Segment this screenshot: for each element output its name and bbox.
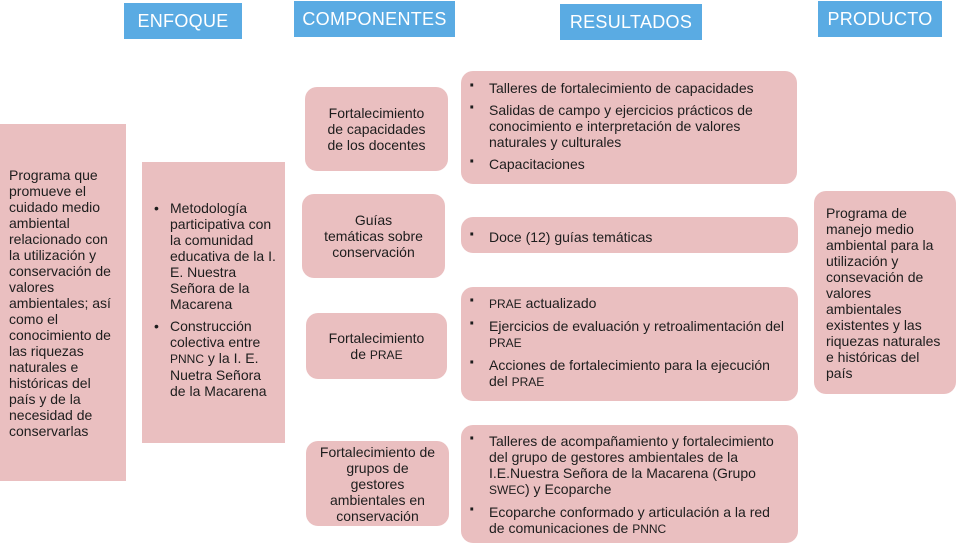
resultados-group-4 [461,425,798,543]
resultados-group-1 [461,71,797,184]
enfoque-items-box [142,162,285,443]
header-producto: PRODUCTO [818,1,942,37]
resultado-item: · PRAE actualizado [461,295,784,312]
resultado-item: · Capacitaciones [461,156,783,172]
enfoque-item: • Construcción colectiva entre PNNC y la I. E. Nuetra Señora de la Macarena [152,318,277,399]
resultado-item: · Ecoparche conformado y articulación a la red de comunicaciones de PNNC [461,504,784,537]
componente-docentes: Fortalecimiento de capacidades de los docentes [305,87,448,171]
componente-guias: Guías temáticas sobre conservación [302,194,445,278]
header-componentes: COMPONENTES [294,1,455,37]
header-resultados: RESULTADOS [560,4,702,40]
producto-box [814,191,956,394]
enfoque-description-box [0,124,126,481]
resultado-item: · Ejercicios de evaluación y retroalimentación del PRAE [461,318,784,351]
resultados-group-2 [461,217,798,253]
producto-text: Programa de manejo medio ambiental para la utilización y consevación de valores ambientales existentes y las riquezas naturales e históricas del país [826,204,941,381]
resultados-group-3 [461,287,798,401]
enfoque-description: Programa que promueve el cuidado medio ambiental relacionado con la utilización y conservación de valores ambientales; así como el conocimiento de las riquezas naturales e históricas del país y de la necesidad de conservarlas [9,166,111,439]
resultado-item: · Salidas de campo y ejercicios prácticos de conocimiento e interpretación de valores naturales y culturales [461,102,783,150]
resultados-list-1 [461,80,783,172]
componente-gestores: Fortalecimiento de grupos de gestores ambientales en conservación [306,441,449,526]
resultado-item: · Acciones de fortalecimiento para la ejecución del PRAE [461,357,784,390]
resultados-list-2 [461,229,652,245]
enfoque-item: • Metodología participativa con la comunidad educativa de la I. E. Nuestra Señora de la Macarena [152,200,277,312]
header-enfoque: ENFOQUE [124,3,242,39]
resultados-list-4 [461,433,784,537]
resultado-item: · Doce (12) guías temáticas [461,229,652,245]
resultados-list-3 [461,295,784,390]
enfoque-items-list [152,200,277,405]
resultado-item: · Talleres de fortalecimiento de capacidades [461,80,783,96]
componente-prae: Fortalecimiento de PRAE [306,313,447,379]
resultado-item: · Talleres de acompañamiento y fortalecimiento del grupo de gestores ambientales de la I.E.Nuestra Señora de la Macarena (Grupo SWEC) y Ecoparche [461,433,784,498]
